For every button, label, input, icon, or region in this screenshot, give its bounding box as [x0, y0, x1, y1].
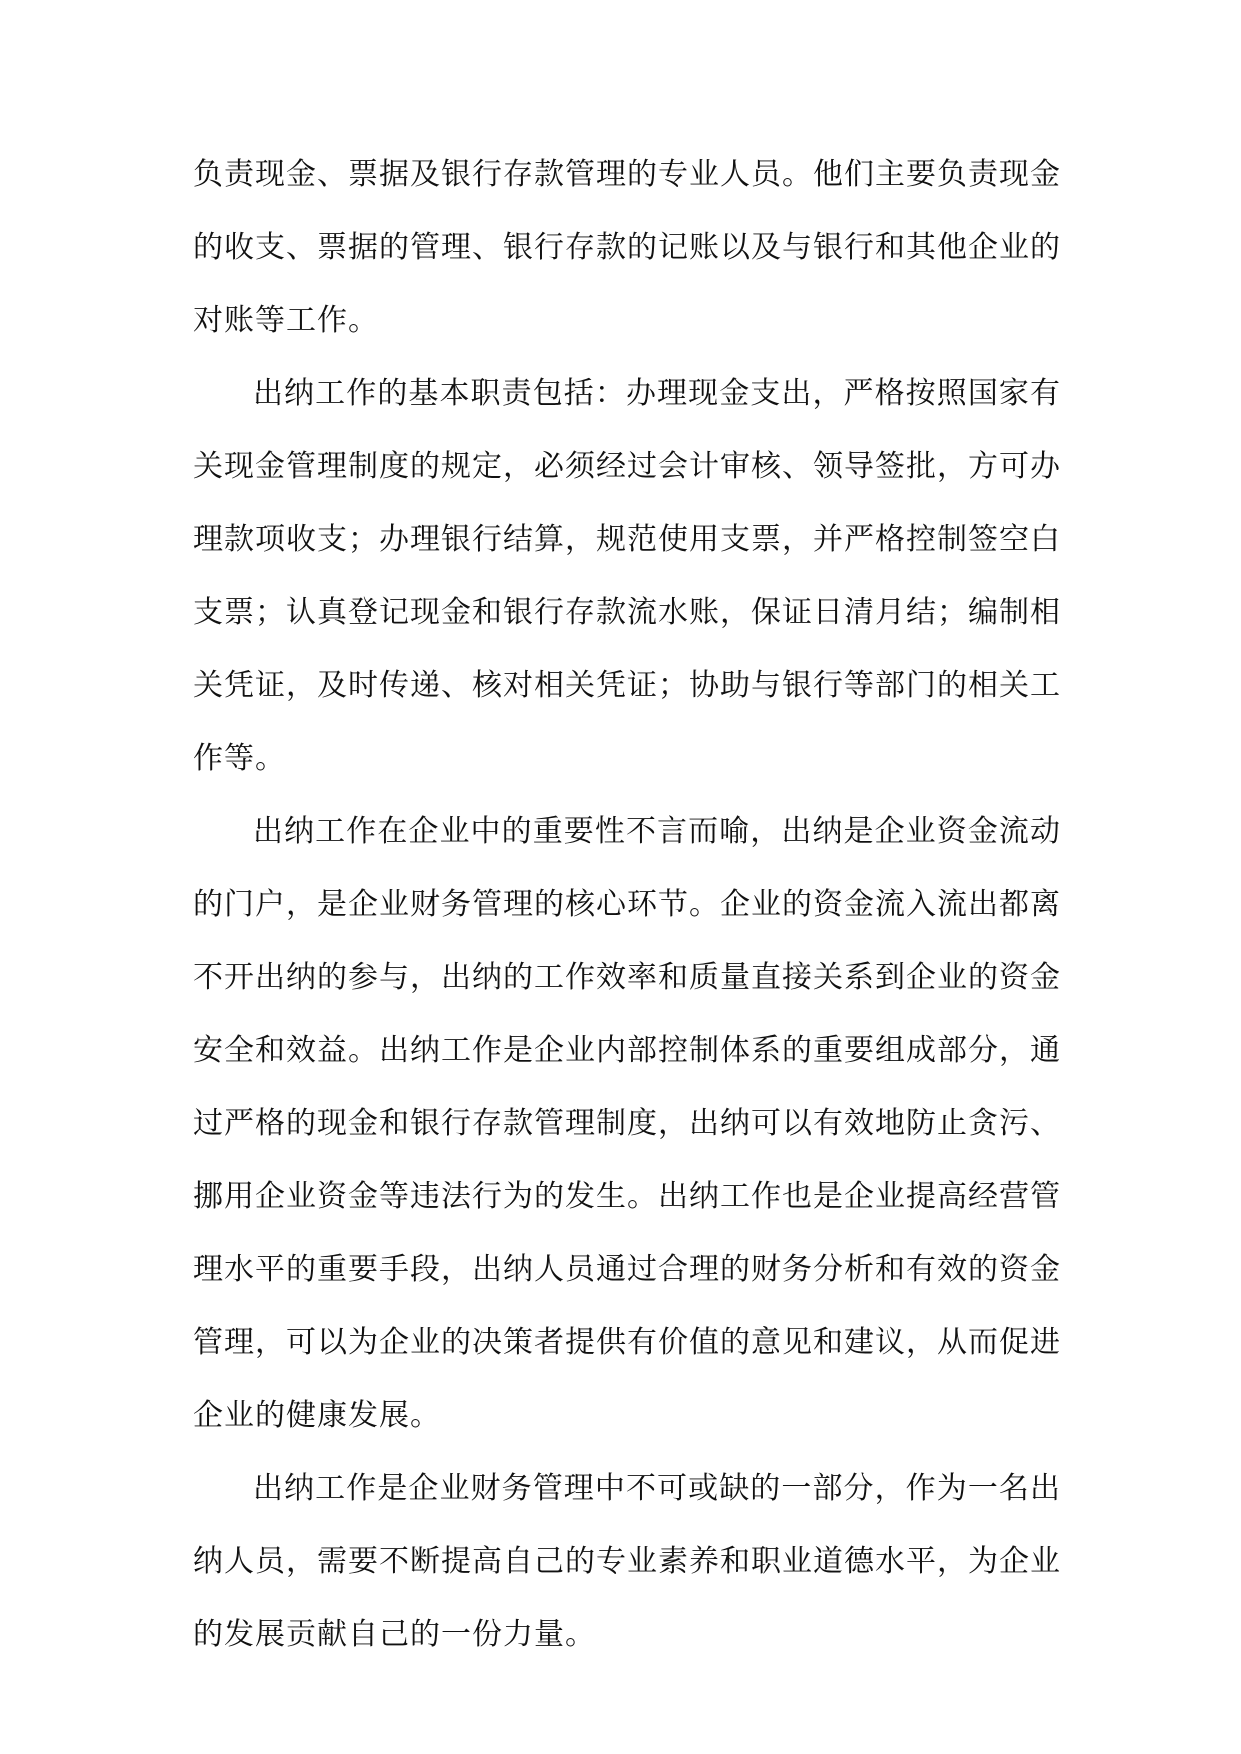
paragraph-continuation: 负责现金、票据及银行存款管理的专业人员。他们主要负责现金的收支、票据的管理、银行存款的记账以及与银行和其他企业的对账等工作。: [193, 157, 1061, 338]
document-body: [193, 138, 1061, 1671]
paragraph-cashier-importance: 出纳工作在企业中的重要性不言而喻，出纳是企业资金流动的门户，是企业财务管理的核心环节。企业的资金流入流出都离不开出纳的参与，出纳的工作效率和质量直接关系到企业的资金安全和效益。出纳工作是企业内部控制体系的重要组成部分，通过严格的现金和银行存款管理制度，出纳可以有效地防止贪污、挪用企业资金等违法行为的发生。出纳工作也是企业提高经营管理水平的重要手段，出纳人员通过合理的财务分析和有效的资金管理，可以为企业的决策者提供有价值的意见和建议，从而促进企业的健康发展。: [193, 814, 1061, 1433]
paragraph-cashier-duties: 出纳工作的基本职责包括：办理现金支出，严格按照国家有关现金管理制度的规定，必须经过会计审核、领导签批，方可办理款项收支；办理银行结算，规范使用支票，并严格控制签空白支票；认真登记现金和银行存款流水账，保证日清月结；编制相关凭证，及时传递、核对相关凭证；协助与银行等部门的相关工作等。: [193, 376, 1061, 776]
paragraph-conclusion: 出纳工作是企业财务管理中不可或缺的一部分，作为一名出纳人员，需要不断提高自己的专业素养和职业道德水平，为企业的发展贡献自己的一份力量。: [193, 1471, 1061, 1652]
